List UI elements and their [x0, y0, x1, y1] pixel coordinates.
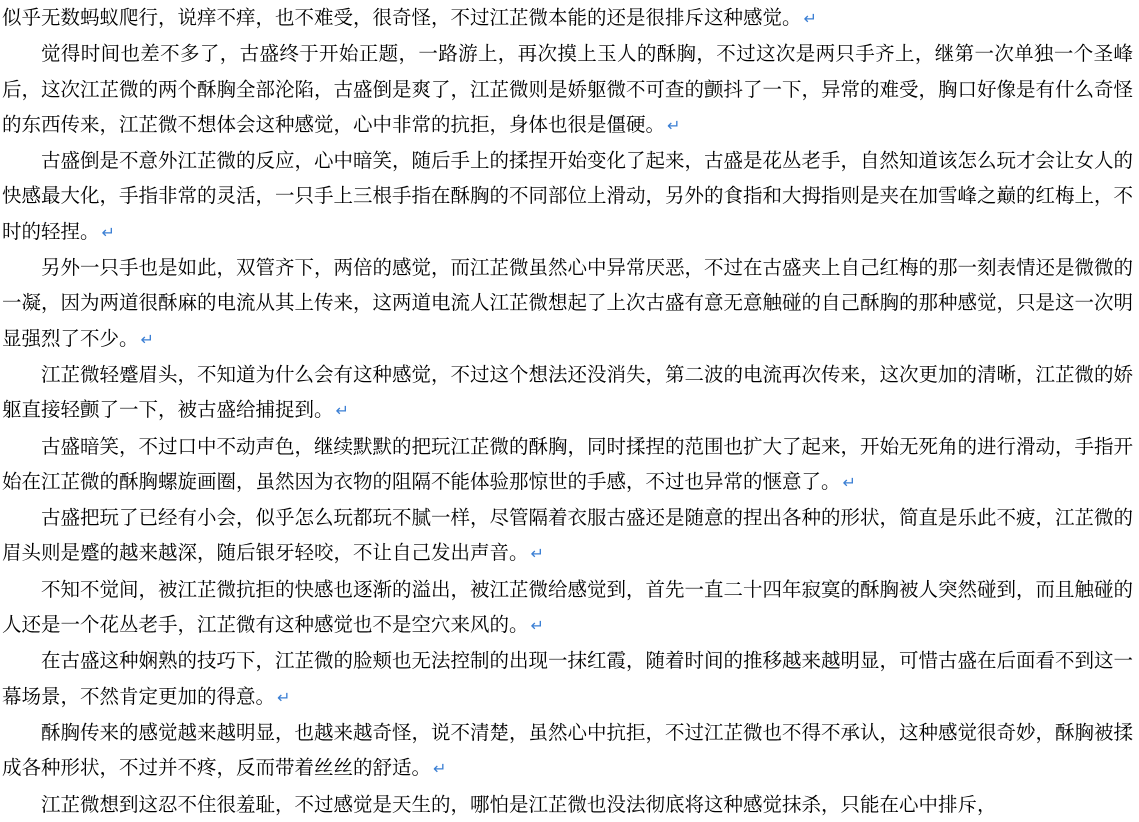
paragraph-mark-icon: ↵ [335, 401, 349, 421]
paragraph [0, 357, 1139, 429]
paragraph-text: 酥胸传来的感觉越来越明显，也越来越奇怪，说不清楚，虽然心中抗拒，不过江芷微也不得不承认，这种感觉很奇妙，酥胸被揉成各种形状，不过并不疼，反而带着丝丝的舒适。 [2, 720, 1134, 780]
paragraph [0, 572, 1139, 644]
paragraph [0, 643, 1139, 715]
paragraph [0, 250, 1139, 357]
paragraph-text: 古盛倒是不意外江芷微的反应，心中暗笑，随后手上的揉捏开始变化了起来，古盛是花丛老手，自然知道该怎么玩才会让女人的快感最大化，手指非常的灵活，一只手上三根手指在酥胸的不同部位上滑动，另外的食指和大拇指则是夹在加雪峰之巅的红梅上，不时的轻捏。 [2, 149, 1134, 243]
paragraph-mark-icon: ↵ [803, 9, 817, 28]
paragraph-mark-icon: ↵ [277, 687, 291, 707]
paragraph-text: 古盛暗笑，不过口中不动声色，继续默默的把玩江芷微的酥胸，同时揉捏的范围也扩大了起来，开始无死角的进行滑动，手指开始在江芷微的酥胸螺旋画圈，虽然因为衣物的阻隔不能体验那惊世的手感，不过也异常的惬意了。 [2, 434, 1134, 493]
paragraph-text: 古盛把玩了已经有小会，似乎怎么玩都玩不腻一样，尽管隔着衣服古盛还是随意的捏出各种的形状，简直是乐此不疲，江芷微的眉头则是蹙的越来越深，随后银牙轻咬，不让自己发出声音。 [2, 506, 1134, 565]
paragraph-mark-icon: ↵ [101, 222, 115, 242]
paragraph-text: 似乎无数蚂蚁爬行，说痒不痒，也不难受，很奇怪，不过江芷微本能的还是很排斥这种感觉。 [2, 6, 802, 29]
paragraph-text: 不知不觉间，被江芷微抗拒的快感也逐渐的溢出，被江芷微给感觉到，首先一直二十四年寂寞的酥胸被人突然碰到，而且触碰的人还是一个花丛老手，江芷微有这种感觉也不是空穴来风的。 [2, 577, 1134, 637]
paragraph-mark-icon: ↵ [433, 759, 447, 779]
paragraph [0, 143, 1139, 250]
paragraph [0, 787, 1139, 822]
paragraph-mark-icon: ↵ [530, 616, 544, 636]
paragraph-mark-icon: ↵ [140, 329, 154, 349]
paragraph-text: 在古盛这种娴熟的技巧下，江芷微的脸颊也无法控制的出现一抹红霞，随着时间的推移越来越明显，可惜古盛在后面看不到这一幕场景，不然肯定更加的得意。 [2, 649, 1134, 708]
paragraph-text: 江芷微轻蹙眉头，不知道为什么会有这种感觉，不过这个想法还没消失，第二波的电流再次传来，这次更加的清晰，江芷微的娇躯直接轻颤了一下，被古盛给捕捉到。 [2, 362, 1134, 422]
paragraph-mark-icon: ↵ [530, 544, 544, 564]
paragraph [0, 36, 1139, 143]
paragraph-text: 另外一只手也是如此，双管齐下，两倍的感觉，而江芷微虽然心中异常厌恶，不过在古盛夹上自己红梅的那一刻表情还是微微的一凝，因为两道很酥麻的电流从其上传来，这两道电流人江芷微想起了上次古盛有意无意触碰的自己酥胸的那种感觉，只是这一次明显强烈了不少。 [2, 256, 1134, 350]
paragraph [0, 500, 1139, 572]
paragraph [0, 429, 1139, 501]
paragraph-mark-icon: ↵ [842, 472, 856, 492]
paragraph-text: 觉得时间也差不多了，古盛终于开始正题，一路游上，再次摸上玉人的酥胸，不过这次是两只手齐上，继第一次单独一个圣峰后，这次江芷微的两个酥胸全部沦陷，古盛倒是爽了，江芷微则是娇躯微不可查的颤抖了一下，异常的难受，胸口好像是有什么奇怪的东西传来，江芷微不想体会这种感觉，心中非常的抗拒，身体也很是僵硬。 [2, 42, 1134, 136]
paragraph [0, 0, 1139, 36]
paragraph-mark-icon: ↵ [667, 115, 681, 135]
paragraph [0, 715, 1139, 787]
paragraph-text: 江芷微想到这忍不住很羞耻，不过感觉是天生的，哪怕是江芷微也没法彻底将这种感觉抹杀，只能在心中排斥， [41, 792, 997, 816]
